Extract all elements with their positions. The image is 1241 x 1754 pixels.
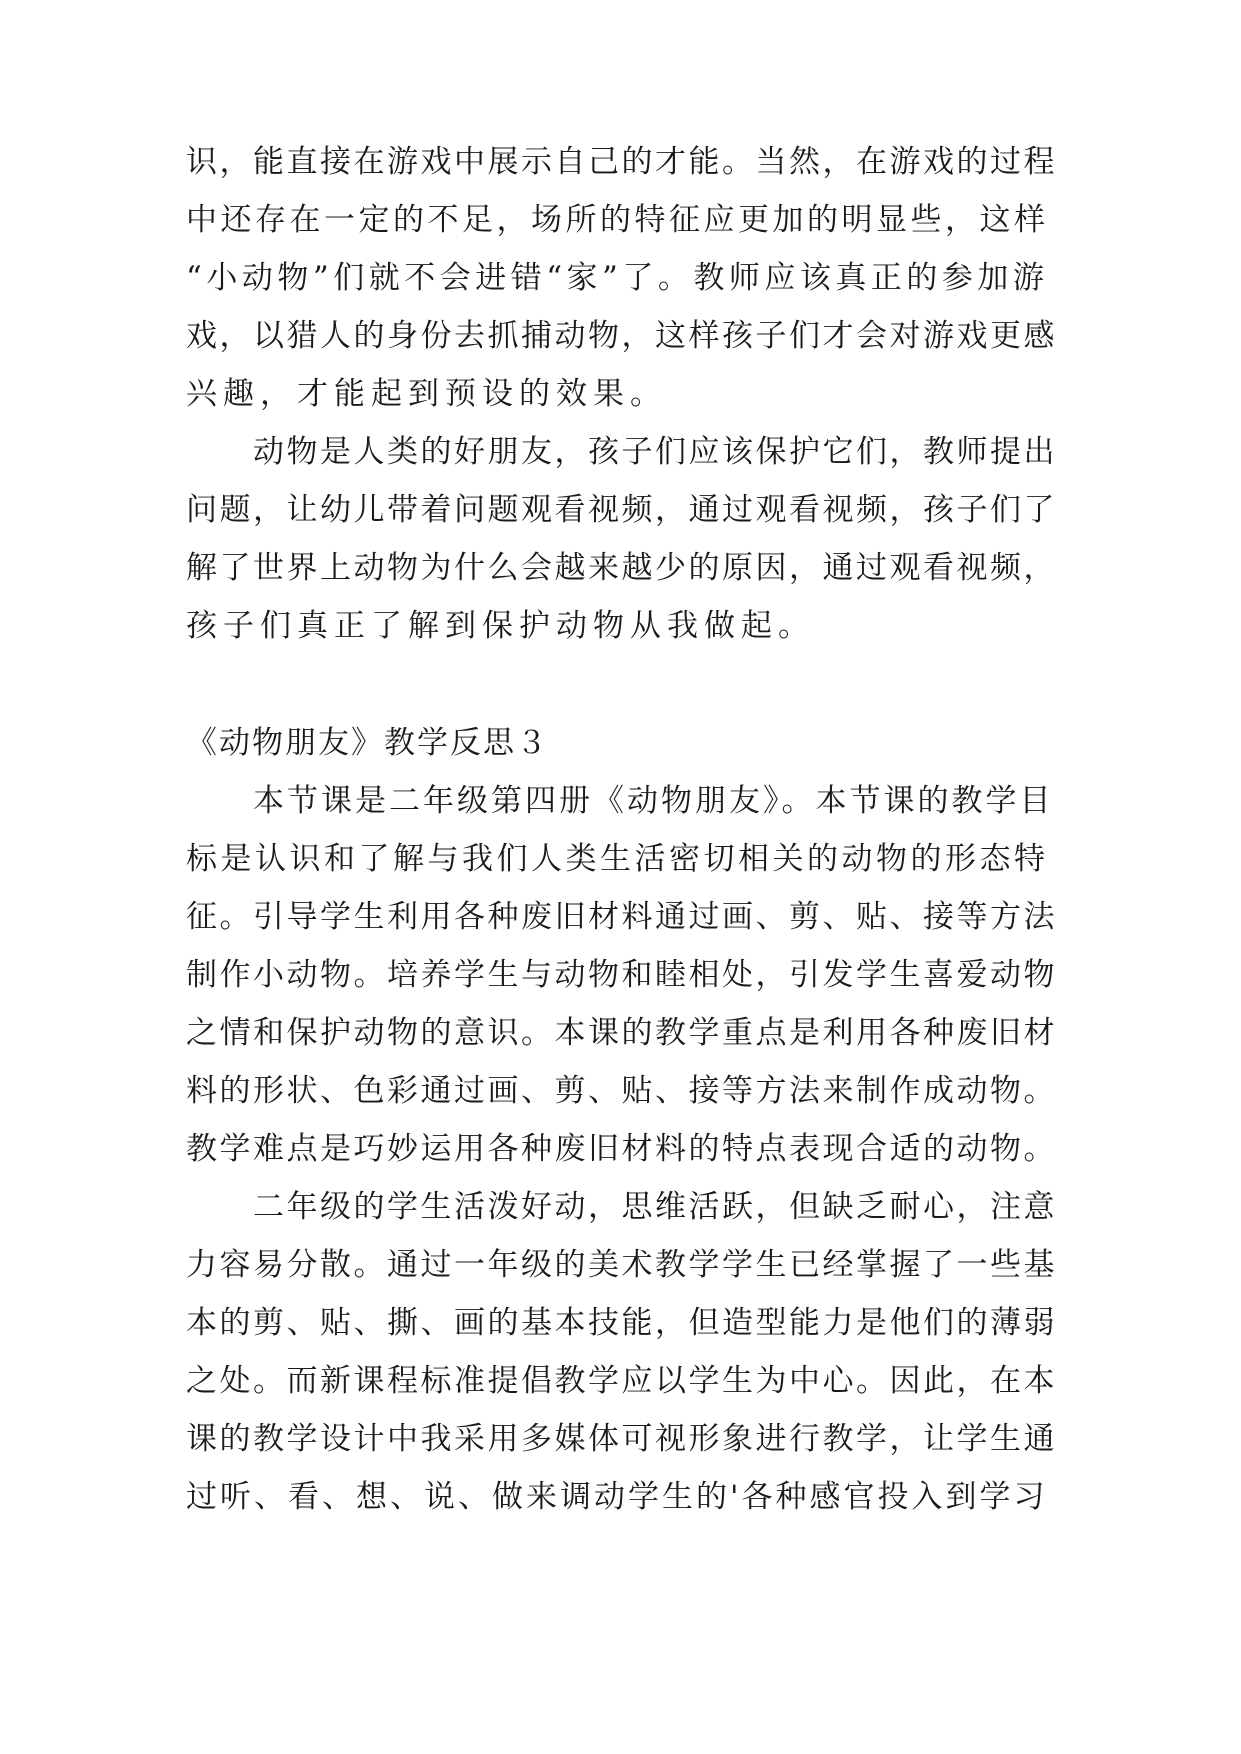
text-line: 问题，让幼儿带着问题观看视频，通过观看视频，孩子们了	[186, 492, 1057, 528]
text-line: 兴趣，才能起到预设的效果。	[186, 376, 667, 412]
text-line: 孩子们真正了解到保护动物从我做起。	[186, 608, 815, 644]
text-line: 本的剪、贴、撕、画的基本技能，但造型能力是他们的薄弱	[186, 1305, 1057, 1341]
text-line: 过听、看、想、说、做来调动学生的'各种感官投入到学习	[186, 1479, 1048, 1515]
text-line: 解了世界上动物为什么会越来越少的原因，通过观看视频，	[186, 550, 1057, 586]
text-line: 征。引导学生利用各种废旧材料通过画、剪、贴、接等方法	[186, 899, 1057, 935]
text-line: 本节课是二年级第四册《动物朋友》。本节课的教学目	[253, 783, 1054, 819]
section-heading: 《动物朋友》教学反思３	[186, 725, 549, 761]
text-line: 动物是人类的好朋友，孩子们应该保护它们，教师提出	[253, 434, 1057, 470]
text-line: 料的形状、色彩通过画、剪、贴、接等方法来制作成动物。	[186, 1073, 1057, 1109]
text-line: 力容易分散。通过一年级的美术教学学生已经掌握了一些基	[186, 1247, 1057, 1283]
text-line: “小动物”们就不会进错“家”了。教师应该真正的参加游	[186, 260, 1049, 296]
text-line: 课的教学设计中我采用多媒体可视形象进行教学，让学生通	[186, 1421, 1057, 1457]
text-line: 教学难点是巧妙运用各种废旧材料的特点表现合适的动物。	[186, 1131, 1057, 1167]
text-line: 制作小动物。培养学生与动物和睦相处，引发学生喜爱动物	[186, 957, 1057, 993]
text-line: 识，能直接在游戏中展示自己的才能。当然，在游戏的过程	[186, 144, 1057, 180]
text-line: 标是认识和了解与我们人类生活密切相关的动物的形态特	[186, 841, 1049, 877]
text-line: 之情和保护动物的意识。本课的教学重点是利用各种废旧材	[186, 1015, 1057, 1051]
text-line: 戏，以猎人的身份去抓捕动物，这样孩子们才会对游戏更感	[186, 318, 1057, 354]
text-line: 中还存在一定的不足，场所的特征应更加的明显些，这样	[186, 202, 1049, 238]
text-line: 之处。而新课程标准提倡教学应以学生为中心。因此，在本	[186, 1363, 1057, 1399]
text-line: 二年级的学生活泼好动，思维活跃，但缺乏耐心，注意	[253, 1189, 1057, 1225]
